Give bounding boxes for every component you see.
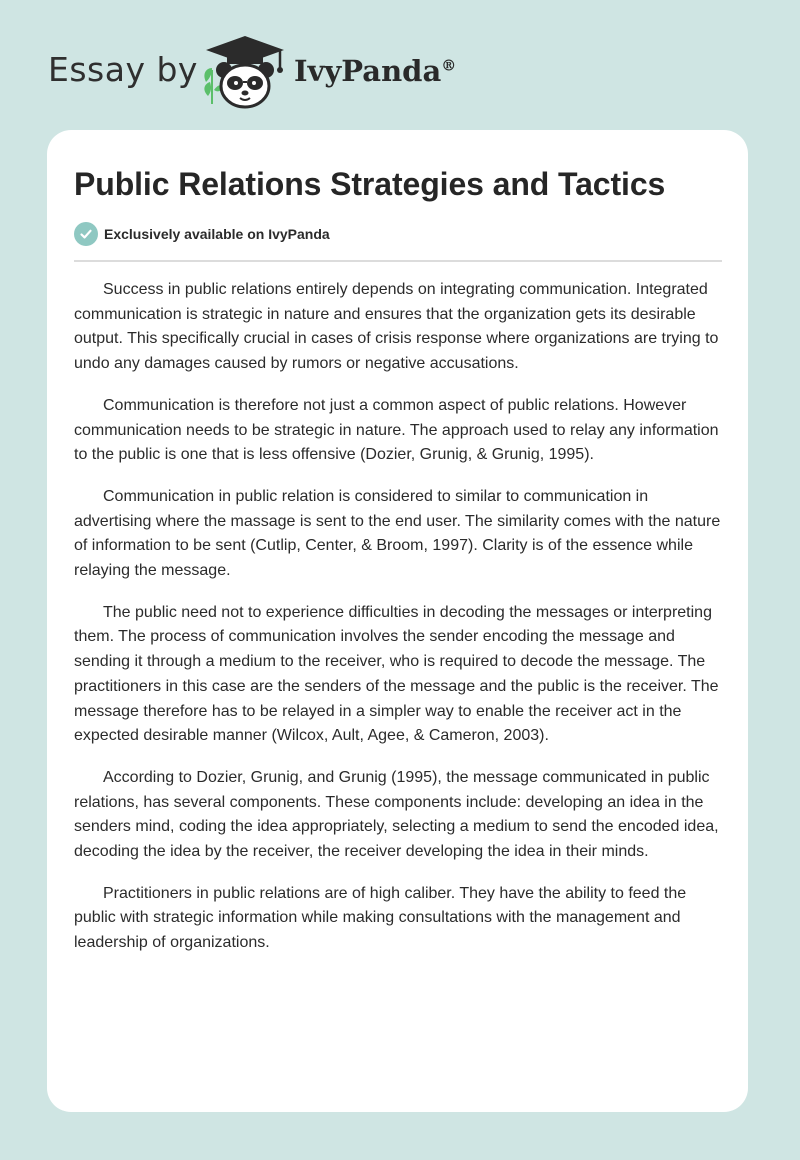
- paragraph: Success in public relations entirely depends on integrating communication. Integrated communication is strategic in nature and ensures that the organization gets its desirable output. This specifically crucial in cases of crisis response where organizations are trying to undo any damages caused by rumors or negative accusations.: [74, 281, 719, 373]
- essay-by-label: Essay by: [48, 50, 198, 89]
- check-circle-icon: [74, 222, 98, 246]
- title-divider: [74, 260, 722, 262]
- exclusive-badge: [74, 222, 330, 246]
- page-title: Public Relations Strategies and Tactics: [74, 166, 666, 202]
- paragraph: The public need not to experience difficulties in decoding the messages or interpreting them. The process of communication involves the sender encoding the message and sending it through a medium to the receiver, who is required to decode the message. The practitioners in this case are the senders of the message and the public is the receiver. The message therefore has to be relayed in a simpler way to enable the receiver act in the expected desirable manner (Wilcox, Ault, Agee, & Cameron, 2003).: [74, 603, 719, 745]
- exclusive-badge-label: Exclusively available on IvyPanda: [104, 226, 330, 242]
- paragraph: According to Dozier, Grunig, and Grunig (1995), the message communicated in public relations, has several components. These components include: developing an idea in the senders mind, coding the idea appropriately, selecting a medium to send the encoded idea, decoding the idea by the receiver, the receiver developing the idea in their minds.: [74, 768, 719, 861]
- panda-graduate-logo-icon[interactable]: [200, 34, 290, 110]
- paragraph: Communication in public relation is considered to similar to communication in advertising where the massage is sent to the end user. The similarity comes with the nature of information to be sent (Cutlip, Center, & Broom, 1997). Clarity is of the essence while relaying the message.: [74, 487, 721, 580]
- brand-text: IvyPanda: [294, 54, 442, 88]
- registered-mark: ®: [441, 56, 457, 75]
- essay-body: [74, 278, 724, 973]
- essay-card: [47, 130, 748, 1112]
- site-header: [48, 30, 508, 110]
- paragraph: Communication is therefore not just a common aspect of public relations. However communication needs to be strategic in nature. The approach used to relay any information to the public is one that is less offensive (Dozier, Grunig, & Grunig, 1995).: [74, 396, 719, 464]
- paragraph: Practitioners in public relations are of high caliber. They have the ability to feed the public with strategic information while making consultations with the management and leadership of organizations.: [74, 884, 687, 952]
- brand-name[interactable]: [294, 54, 456, 88]
